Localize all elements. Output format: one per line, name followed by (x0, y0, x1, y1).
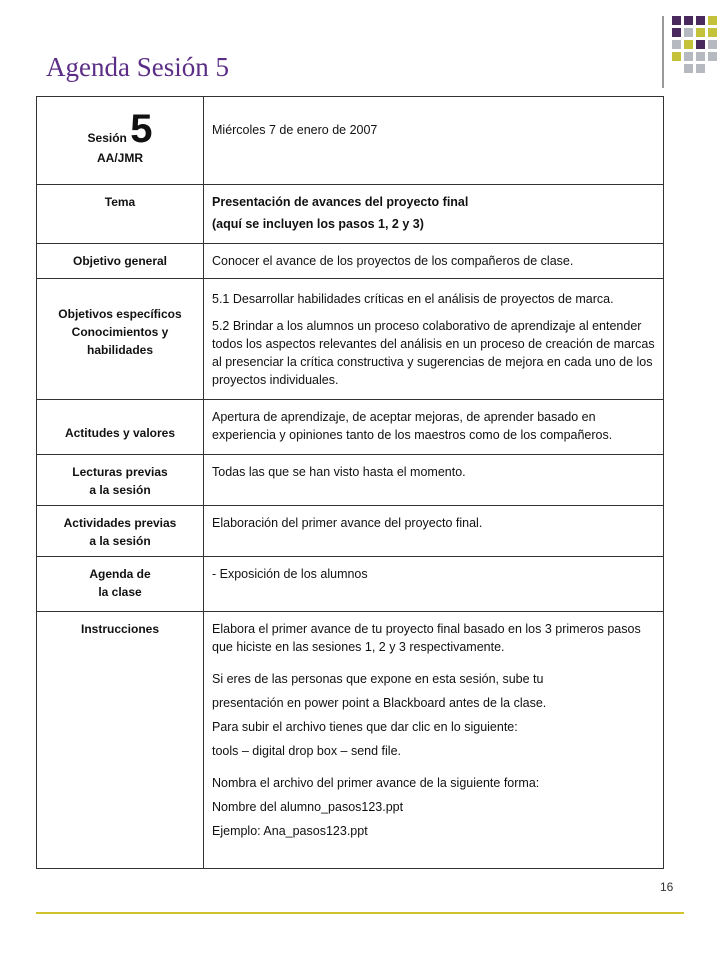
session-code: AA/JMR (96, 151, 143, 165)
footer-line (36, 912, 684, 914)
table-row-lecturas (37, 455, 664, 506)
table-row-objetivo-general (37, 244, 664, 279)
lecturas-value: Todas las que se han visto hasta el momento. (204, 455, 664, 506)
lecturas-label-line-2: a la sesión (89, 483, 151, 497)
table-row-actividades (37, 506, 664, 557)
agenda-label-line-2: la clase (98, 585, 142, 599)
tema-line-1: Presentación de avances del proyecto final (212, 195, 469, 209)
objetivo-item-2: 5.2 Brindar a los alumnos un proceso colaborativo de aprendizaje al entender todos los aspectos relevantes del análisis en un proceso de creación de marcas al presenciar la crítica constructiva y sugerencias de mejora en cada uno de los proyectos individuales. (212, 319, 655, 387)
session-label-cell (37, 97, 204, 185)
session-word: Sesión (87, 131, 127, 145)
agenda-label-line-1: Agenda de (89, 567, 151, 581)
agenda-table (36, 96, 664, 869)
instrucciones-paragraph-5: tools – digital drop box – send file. (212, 744, 402, 758)
table-row-instrucciones (37, 612, 664, 869)
decorative-vertical-line (662, 16, 664, 88)
slide-title: Agenda Sesión 5 (46, 52, 229, 82)
page-number: 16 (660, 880, 674, 894)
actividades-label-line-2: a la sesión (89, 534, 151, 548)
row-label-tema: Tema (37, 185, 204, 244)
table-row-actitudes (37, 400, 664, 455)
instrucciones-paragraph-1: Elabora el primer avance de tu proyecto final basado en los 3 primeros pasos que hiciste en las sesiones 1, 2 y 3 respectivamente. (212, 622, 641, 654)
objetivos-especificos-value (204, 279, 664, 400)
instrucciones-paragraph-6: Nombra el archivo del primer avance de la siguiente forma: (212, 776, 540, 790)
table-row-header (37, 97, 664, 185)
objetivo-item-1: 5.1 Desarrollar habilidades críticas en el análisis de proyectos de marca. (212, 292, 614, 306)
tema-line-2: (aquí se incluyen los pasos 1, 2 y 3) (212, 217, 424, 231)
row-label-actividades (37, 506, 204, 557)
table-row-agenda (37, 557, 664, 612)
row-label-agenda (37, 557, 204, 612)
tema-value (204, 185, 664, 244)
row-label-objetivo-general: Objetivo general (37, 244, 204, 279)
instrucciones-paragraph-8: Ejemplo: Ana_pasos123.ppt (212, 824, 368, 838)
agenda-value: - Exposición de los alumnos (204, 557, 664, 612)
session-date: Miércoles 7 de enero de 2007 (204, 97, 664, 185)
instrucciones-paragraph-3: presentación en power point a Blackboard antes de la clase. (212, 696, 547, 710)
instrucciones-paragraph-4: Para subir el archivo tienes que dar clic en lo siguiente: (212, 720, 518, 734)
actitudes-value: Apertura de aprendizaje, de aceptar mejoras, de aprender basado en experiencia y opiniones tanto de los maestros como de los compañeros. (204, 400, 664, 455)
actividades-label-line-1: Actividades previas (63, 516, 177, 530)
lecturas-label-line-1: Lecturas previas (72, 465, 168, 479)
instrucciones-paragraph-7: Nombre del alumno_pasos123.ppt (212, 800, 404, 814)
instrucciones-paragraph-2: Si eres de las personas que expone en esta sesión, sube tu (212, 672, 544, 686)
session-number: 5 (130, 107, 153, 151)
objetivo-general-value: Conocer el avance de los proyectos de los compañeros de clase. (204, 244, 664, 279)
row-label-objetivos-especificos: Objetivos específicos Conocimientos y habilidades (37, 279, 204, 400)
row-label-instrucciones: Instrucciones (37, 612, 204, 869)
decorative-dot-grid (672, 16, 720, 76)
instrucciones-value (204, 612, 664, 869)
table-row-tema (37, 185, 664, 244)
actividades-value: Elaboración del primer avance del proyecto final. (204, 506, 664, 557)
table-row-objetivos-especificos (37, 279, 664, 400)
row-label-actitudes: Actitudes y valores (37, 400, 204, 455)
row-label-lecturas (37, 455, 204, 506)
